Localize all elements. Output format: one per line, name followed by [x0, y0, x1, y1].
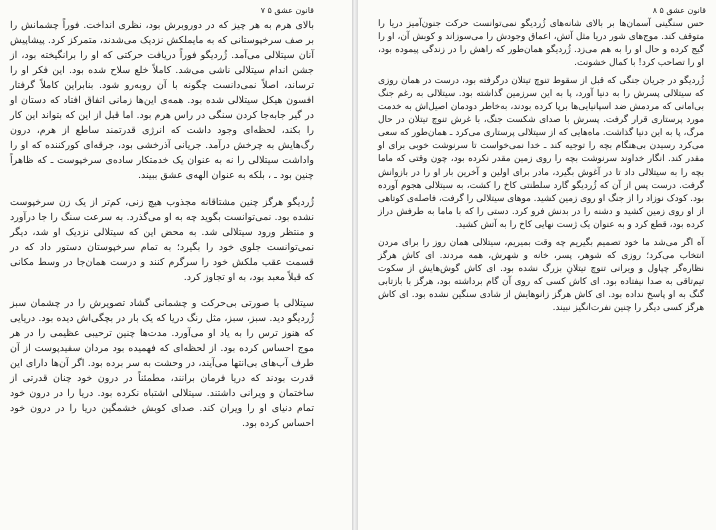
paragraph: بالای هرم به هر چیز که در دوروبرش بود، نظری انداخت. فوراً چشمانش را بر صف سرخپوستانی که به مایملکش نزدیک می‌شدند، متمرکز کرد. پیشاپیش آنان سیتلالی می‌آمد. ژُردیگو فوراً دریافت حرکتی که او را برانگیخته بود، از جشن اندام سیتلالی ناشی می‌شد. کاملاً خلع سلاح شده بود. این فکر او را ترساند، اصلاً نمی‌دانست چگونه با آن روبه‌رو شود. بنابراین کاملاً گرفتار افسون هیکل سیتلالی شده بود. همه‌ی این‌ها زمانی اتفاق افتاد که دستان او در گیر جابه‌جا کردن سنگی در راس هرم بود. اما قبل از این که بتواند این کار را بکند، لحظه‌ای وجود داشت که انرژی قدرتمند ساطع از هرم، درون رگ‌هایش به چرخش درآمد. جریانی آذرخشی بود، جرقه‌ای کورکننده که او را واداشت سیتلالی را نه به عنوان یک خدمتکار ساده‌ی سرخپوست ـ که ظاهراً چنین بود ـ ، بلکه به عنوان الهه‌ی عشق ببیند.	[10, 20, 314, 182]
page-body	[10, 18, 314, 431]
page-body	[378, 18, 704, 315]
paragraph: آه اگر می‌شد ما خود تصمیم بگیریم چه وقت بمیریم، سیتلالی همان روز را برای مردن انتخاب می‌کرد؛ روزی که شوهر، پسر، خانه و شهرش، همه مردند. ای کاش هرگز نظاره‌گر چپاول و ویرانی تنوچ تیتلانِ بزرگ نشده بود. ای کاش گوش‌هایش از سکوت تیم‌تاقی به صدا نیفتاده بود. ای کاش کسی که روی آن گام برداشته بود، هرگز با بازتابی گنگ به او پاسخ نداده بود. ای کاش هرگز زانوهایش از شادی سنگین نشده بود. ای کاش هرگز کسی دیگر را چنین نفرت‌انگیز نبیند.	[378, 237, 704, 313]
page-header: قانون عشق ۵ ۸	[652, 6, 706, 15]
paragraph: سیتلالی با صورتی بی‌حرکت و چشمانی گشاد تصویرش را در چشمان سبز ژُردیگو دید. سبز، سبز، مثل رنگ دریا که یک بار در بچگی‌اش دیده بود. دریایی که هنوز ترس را به یاد او می‌آورد. مدت‌ها چنین ترحیبی عظیمی را در هر موج احساس کرده بود. از لحظه‌ای که فهمیده بود مردان سفیدپوست از آن طرف آب‌های بی‌انتها می‌آیند، در وحشت به سر برده بود. اگر آن‌ها دارای این قدرت بودند که دریا فرمان برانند، مطمئناً در درون خود چنان قدرتی از ساختمان و ویرانی داشتند. سیتلالی اشتباه نکرده بود. دریا را در درون خود تمام دنیای او را ویران کند. صدای کوبش خشمگین دریا را در درون خود احساس کرده بود.	[10, 297, 314, 430]
paragraph: حس سنگینی آسمان‌ها بر بالای شانه‌های ژُردیگو نمی‌توانست حرکت جنون‌آمیز دریا را متوقف کند. موج‌های شور دریا مثل آتش، اعماق وجودش را می‌سوزاند و کوبش آن، او را گیج کرده و حال او را به هم می‌زد. ژُردیگو همان‌طور که راهش را در زندگی پیموده بود، او را تصاحب کرد! با کمال خشونت.	[378, 19, 704, 69]
left-page	[0, 0, 352, 530]
page-header: قانون عشق ۵ ۷	[260, 6, 314, 15]
paragraph: ژُردیگو در جریان جنگی که قبل از سقوط تنوچ تیتلان درگرفته بود، درست در همان روزی که سیتلالی پسرش را به دنیا آورد، پا به این سرزمین گذاشته بود. سیتلالی به رغم جنگ بی‌امانی که مردمش ضد اسپانیایی‌ها برپا کرده بودند، به‌خاطر دودمان اصیل‌اش به خدمت مورد پرستاری قرار گرفت. پسرش با صدای شکست جنگ، با غرش تنوچ تیتلان در حال مرگ، پا به این دنیا گذاشت. ماه‌هایی که از سیتلالی پرستاری می‌کرد ـ همان‌طور که سعی می‌کرد رسیدن بی‌هنگام بچه را توجیه کند ـ خدا نمی‌خواست تا سرنوشت خوبی برای او مقدر کند. انگار خداوند سرنوشت بچه را روی زمین مقدر نکرده بود، چون وقتی که ماما بچه را به سیتلالی داد تا در آغوش بگیرد، مادر برای اولین و آخرین بار او را در بازوانش گرفت. درست پس از آن که ژُردیگو گارد سلطنتی کاخ را کشت، به سیتلالی هجوم آورده بود. کودک نوزاد را از جنگ او روی زمین کشید. موهای سیتلالی را گرفت، فاصله‌ی کوتاهی از او روی زمین کشید و دشنه را در بدنش فرو کرد. دستی را که با ماما به طرفش دراز کرده بود، قطع کرد و به عنوان یک ژست نهایی کاخ را به آتش کشید.	[377, 76, 704, 230]
right-page	[358, 0, 716, 530]
paragraph: ژُردیگو هرگز چنین مشتاقانه مجذوب هیچ زنی، کم‌تر از یک زن سرخپوست نشده بود. نمی‌توانست بگوید چه به او می‌گذرد. به سرعت سنگ را جا در‌آورد و منتظر ورود سیتلالی شد. به محض این که سیتلالی نزدیک او شد، دیگر نمی‌توانست جلوی خود را بگیرد؛ به تمام سرخپوستان دستور داد که در قسمت عقب ملکش خود را سرگرم کنند و درست همان‌جا در وسط مکانی که قبلاً معبد بود، به او تجاوز کرد.	[10, 196, 314, 283]
